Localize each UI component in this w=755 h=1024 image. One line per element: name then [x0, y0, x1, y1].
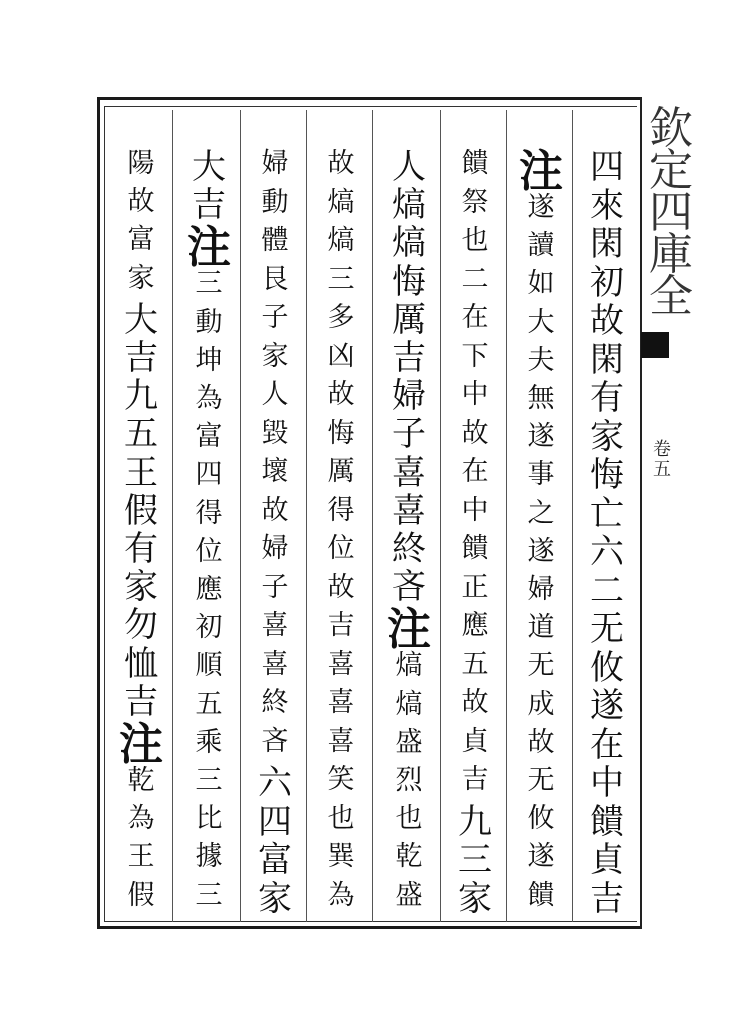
glyph: 故	[461, 687, 489, 718]
glyph: 熇	[327, 225, 355, 256]
glyph: 吉	[124, 338, 158, 379]
glyph: 喜	[327, 648, 355, 680]
glyph: 位	[195, 535, 223, 567]
glyph: 據	[195, 841, 223, 873]
glyph: 如	[527, 268, 555, 300]
column-rule	[372, 110, 373, 922]
glyph: 无	[527, 650, 555, 682]
glyph: 无	[527, 765, 555, 797]
glyph: 喜	[327, 687, 355, 718]
glyph: 故	[327, 379, 355, 410]
glyph: 故	[327, 571, 355, 603]
text-column-1	[578, 147, 636, 920]
glyph: 悔	[392, 261, 426, 302]
glyph: 喜	[327, 725, 355, 757]
glyph: 中	[590, 763, 624, 803]
banxin-title-char: 全	[649, 271, 693, 322]
glyph: 成	[527, 688, 555, 720]
glyph: 多	[327, 302, 355, 333]
glyph: 正	[461, 571, 489, 603]
glyph: 饋	[527, 879, 555, 911]
glyph: 坤	[195, 344, 223, 376]
glyph: 人	[261, 379, 289, 410]
glyph: 无	[590, 609, 624, 649]
text-column-5	[312, 150, 370, 920]
glyph: 動	[261, 186, 289, 218]
glyph: 人	[392, 147, 426, 187]
glyph: 九	[458, 801, 492, 842]
glyph: 烈	[395, 765, 423, 797]
glyph: 熇	[392, 185, 426, 226]
glyph: 婦	[392, 376, 426, 417]
glyph: 吉	[590, 878, 624, 919]
glyph: 家	[590, 416, 624, 457]
glyph: 中	[461, 379, 489, 410]
glyph: 三	[195, 268, 223, 300]
glyph: 初	[590, 262, 624, 303]
banxin-title-char: 庫	[649, 229, 693, 280]
glyph: 熇	[327, 186, 355, 218]
glyph: 也	[461, 225, 489, 256]
glyph: 艮	[261, 263, 289, 295]
glyph: 假	[127, 879, 155, 911]
glyph: 毀	[261, 417, 289, 449]
glyph: 閑	[590, 224, 624, 264]
glyph: 喜	[392, 452, 426, 493]
glyph: 故	[127, 186, 155, 218]
glyph: 喜	[261, 610, 289, 641]
glyph: 五	[461, 648, 489, 680]
column-rule	[572, 110, 573, 922]
juan-label: 卷五	[653, 439, 671, 480]
glyph: 假	[124, 490, 158, 531]
glyph: 故	[461, 417, 489, 449]
glyph: 遂	[527, 535, 555, 567]
glyph: 應	[461, 610, 489, 641]
glyph: 吉	[124, 681, 158, 722]
glyph: 體	[261, 225, 289, 256]
glyph: 順	[195, 650, 223, 682]
glyph: 四	[258, 801, 292, 842]
glyph: 凶	[327, 340, 355, 372]
glyph: 四	[195, 459, 223, 491]
glyph: 壞	[261, 456, 289, 487]
glyph: 饋	[461, 533, 489, 564]
glyph: 得	[195, 497, 223, 529]
glyph: 悔	[327, 417, 355, 449]
glyph: 巽	[327, 841, 355, 872]
text-column-8	[112, 150, 170, 920]
glyph: 王	[127, 841, 155, 873]
column-rule	[172, 110, 173, 922]
glyph: 應	[195, 574, 223, 606]
glyph: 吝	[392, 567, 426, 608]
glyph: 動	[195, 306, 223, 338]
glyph: 祭	[461, 186, 489, 218]
glyph: 終	[392, 529, 426, 570]
glyph: 讀	[527, 230, 555, 262]
glyph: 恤	[124, 643, 158, 684]
glyph: 在	[461, 456, 489, 487]
glyph: 三	[327, 263, 355, 295]
glyph: 三	[195, 765, 223, 797]
glyph: 饋	[461, 148, 489, 179]
glyph: 婦	[261, 533, 289, 564]
glyph: 遂	[527, 192, 555, 223]
glyph: 喜	[392, 490, 426, 531]
glyph: 熇	[395, 688, 423, 720]
glyph: 饋	[590, 801, 624, 842]
column-rule	[240, 110, 241, 922]
banxin-title-char: 定	[649, 145, 693, 196]
glyph: 事	[527, 459, 555, 491]
annotation-marker: 注	[119, 719, 163, 771]
glyph: 故	[590, 301, 624, 341]
glyph: 大	[124, 299, 158, 340]
glyph: 乾	[127, 765, 155, 797]
glyph: 吉	[327, 610, 355, 641]
glyph: 勿	[124, 605, 158, 646]
glyph: 婦	[261, 148, 289, 179]
fish-tail-mark	[641, 332, 669, 358]
glyph: 六	[590, 532, 624, 572]
glyph: 也	[395, 803, 423, 835]
glyph: 子	[261, 302, 289, 333]
glyph: 五	[124, 414, 158, 455]
glyph: 來	[590, 185, 624, 226]
glyph: 六	[258, 763, 292, 803]
glyph: 家	[458, 878, 492, 919]
glyph: 故	[527, 726, 555, 758]
glyph: 有	[590, 378, 624, 418]
glyph: 貞	[590, 840, 624, 880]
column-rule	[506, 110, 507, 922]
glyph: 遂	[527, 421, 555, 453]
glyph: 大	[192, 147, 226, 187]
glyph: 吉	[392, 338, 426, 379]
glyph: 為	[327, 879, 355, 911]
glyph: 厲	[327, 456, 355, 487]
glyph: 為	[195, 383, 223, 415]
column-rule	[440, 110, 441, 922]
glyph: 四	[590, 147, 624, 187]
glyph: 閑	[590, 339, 624, 380]
glyph: 王	[124, 452, 158, 493]
glyph: 吉	[192, 185, 226, 226]
glyph: 富	[195, 421, 223, 453]
glyph: 終	[261, 687, 289, 718]
glyph: 為	[127, 803, 155, 835]
glyph: 之	[527, 497, 555, 529]
glyph: 亡	[590, 493, 624, 534]
annotation-marker: 注	[187, 222, 231, 274]
glyph: 故	[261, 494, 289, 526]
glyph: 家	[258, 878, 292, 919]
text-column-4	[380, 147, 438, 920]
glyph: 子	[261, 571, 289, 603]
glyph: 比	[195, 803, 223, 835]
glyph: 也	[327, 802, 355, 834]
glyph: 五	[195, 688, 223, 720]
glyph: 得	[327, 494, 355, 526]
glyph: 九	[124, 376, 158, 417]
glyph: 熇	[395, 650, 423, 682]
glyph: 富	[127, 224, 155, 256]
annotation-marker: 注	[519, 146, 563, 197]
glyph: 有	[124, 529, 158, 570]
glyph: 子	[392, 414, 426, 455]
glyph: 無	[527, 383, 555, 415]
banxin-title	[641, 103, 701, 322]
glyph: 吉	[461, 764, 489, 795]
glyph: 遂	[527, 841, 555, 873]
glyph: 家	[261, 340, 289, 372]
glyph: 大	[527, 306, 555, 338]
banxin-title-char: 四	[649, 187, 693, 238]
glyph: 攸	[590, 647, 624, 688]
text-column-6	[246, 150, 304, 920]
glyph: 笑	[327, 764, 355, 795]
glyph: 盛	[395, 879, 423, 911]
glyph: 初	[195, 612, 223, 644]
glyph: 道	[527, 612, 555, 644]
glyph: 乾	[395, 841, 423, 873]
glyph: 三	[195, 879, 223, 911]
annotation-marker: 注	[387, 604, 431, 656]
glyph: 悔	[590, 455, 624, 495]
glyph: 吝	[261, 725, 289, 757]
glyph: 喜	[261, 648, 289, 680]
glyph: 熇	[392, 223, 426, 264]
glyph: 下	[461, 340, 489, 372]
glyph: 二	[590, 570, 624, 611]
text-column-3	[446, 150, 504, 920]
text-column-7	[180, 147, 238, 920]
glyph: 夫	[527, 344, 555, 376]
glyph: 在	[461, 302, 489, 333]
glyph: 故	[327, 148, 355, 179]
glyph: 中	[461, 494, 489, 526]
glyph: 陽	[127, 148, 155, 179]
glyph: 盛	[395, 726, 423, 758]
text-column-2	[512, 146, 570, 920]
glyph: 貞	[461, 725, 489, 757]
glyph: 二	[461, 263, 489, 295]
glyph: 在	[590, 724, 624, 765]
column-rule	[306, 110, 307, 922]
glyph: 乘	[195, 726, 223, 758]
glyph: 家	[124, 567, 158, 608]
glyph: 厲	[392, 299, 426, 340]
glyph: 家	[127, 262, 155, 294]
glyph: 婦	[527, 574, 555, 606]
glyph: 攸	[527, 803, 555, 835]
banxin-title-char: 欽	[649, 103, 693, 154]
glyph: 三	[458, 840, 492, 880]
glyph: 遂	[590, 686, 624, 726]
glyph: 富	[258, 840, 292, 880]
glyph: 位	[327, 533, 355, 564]
